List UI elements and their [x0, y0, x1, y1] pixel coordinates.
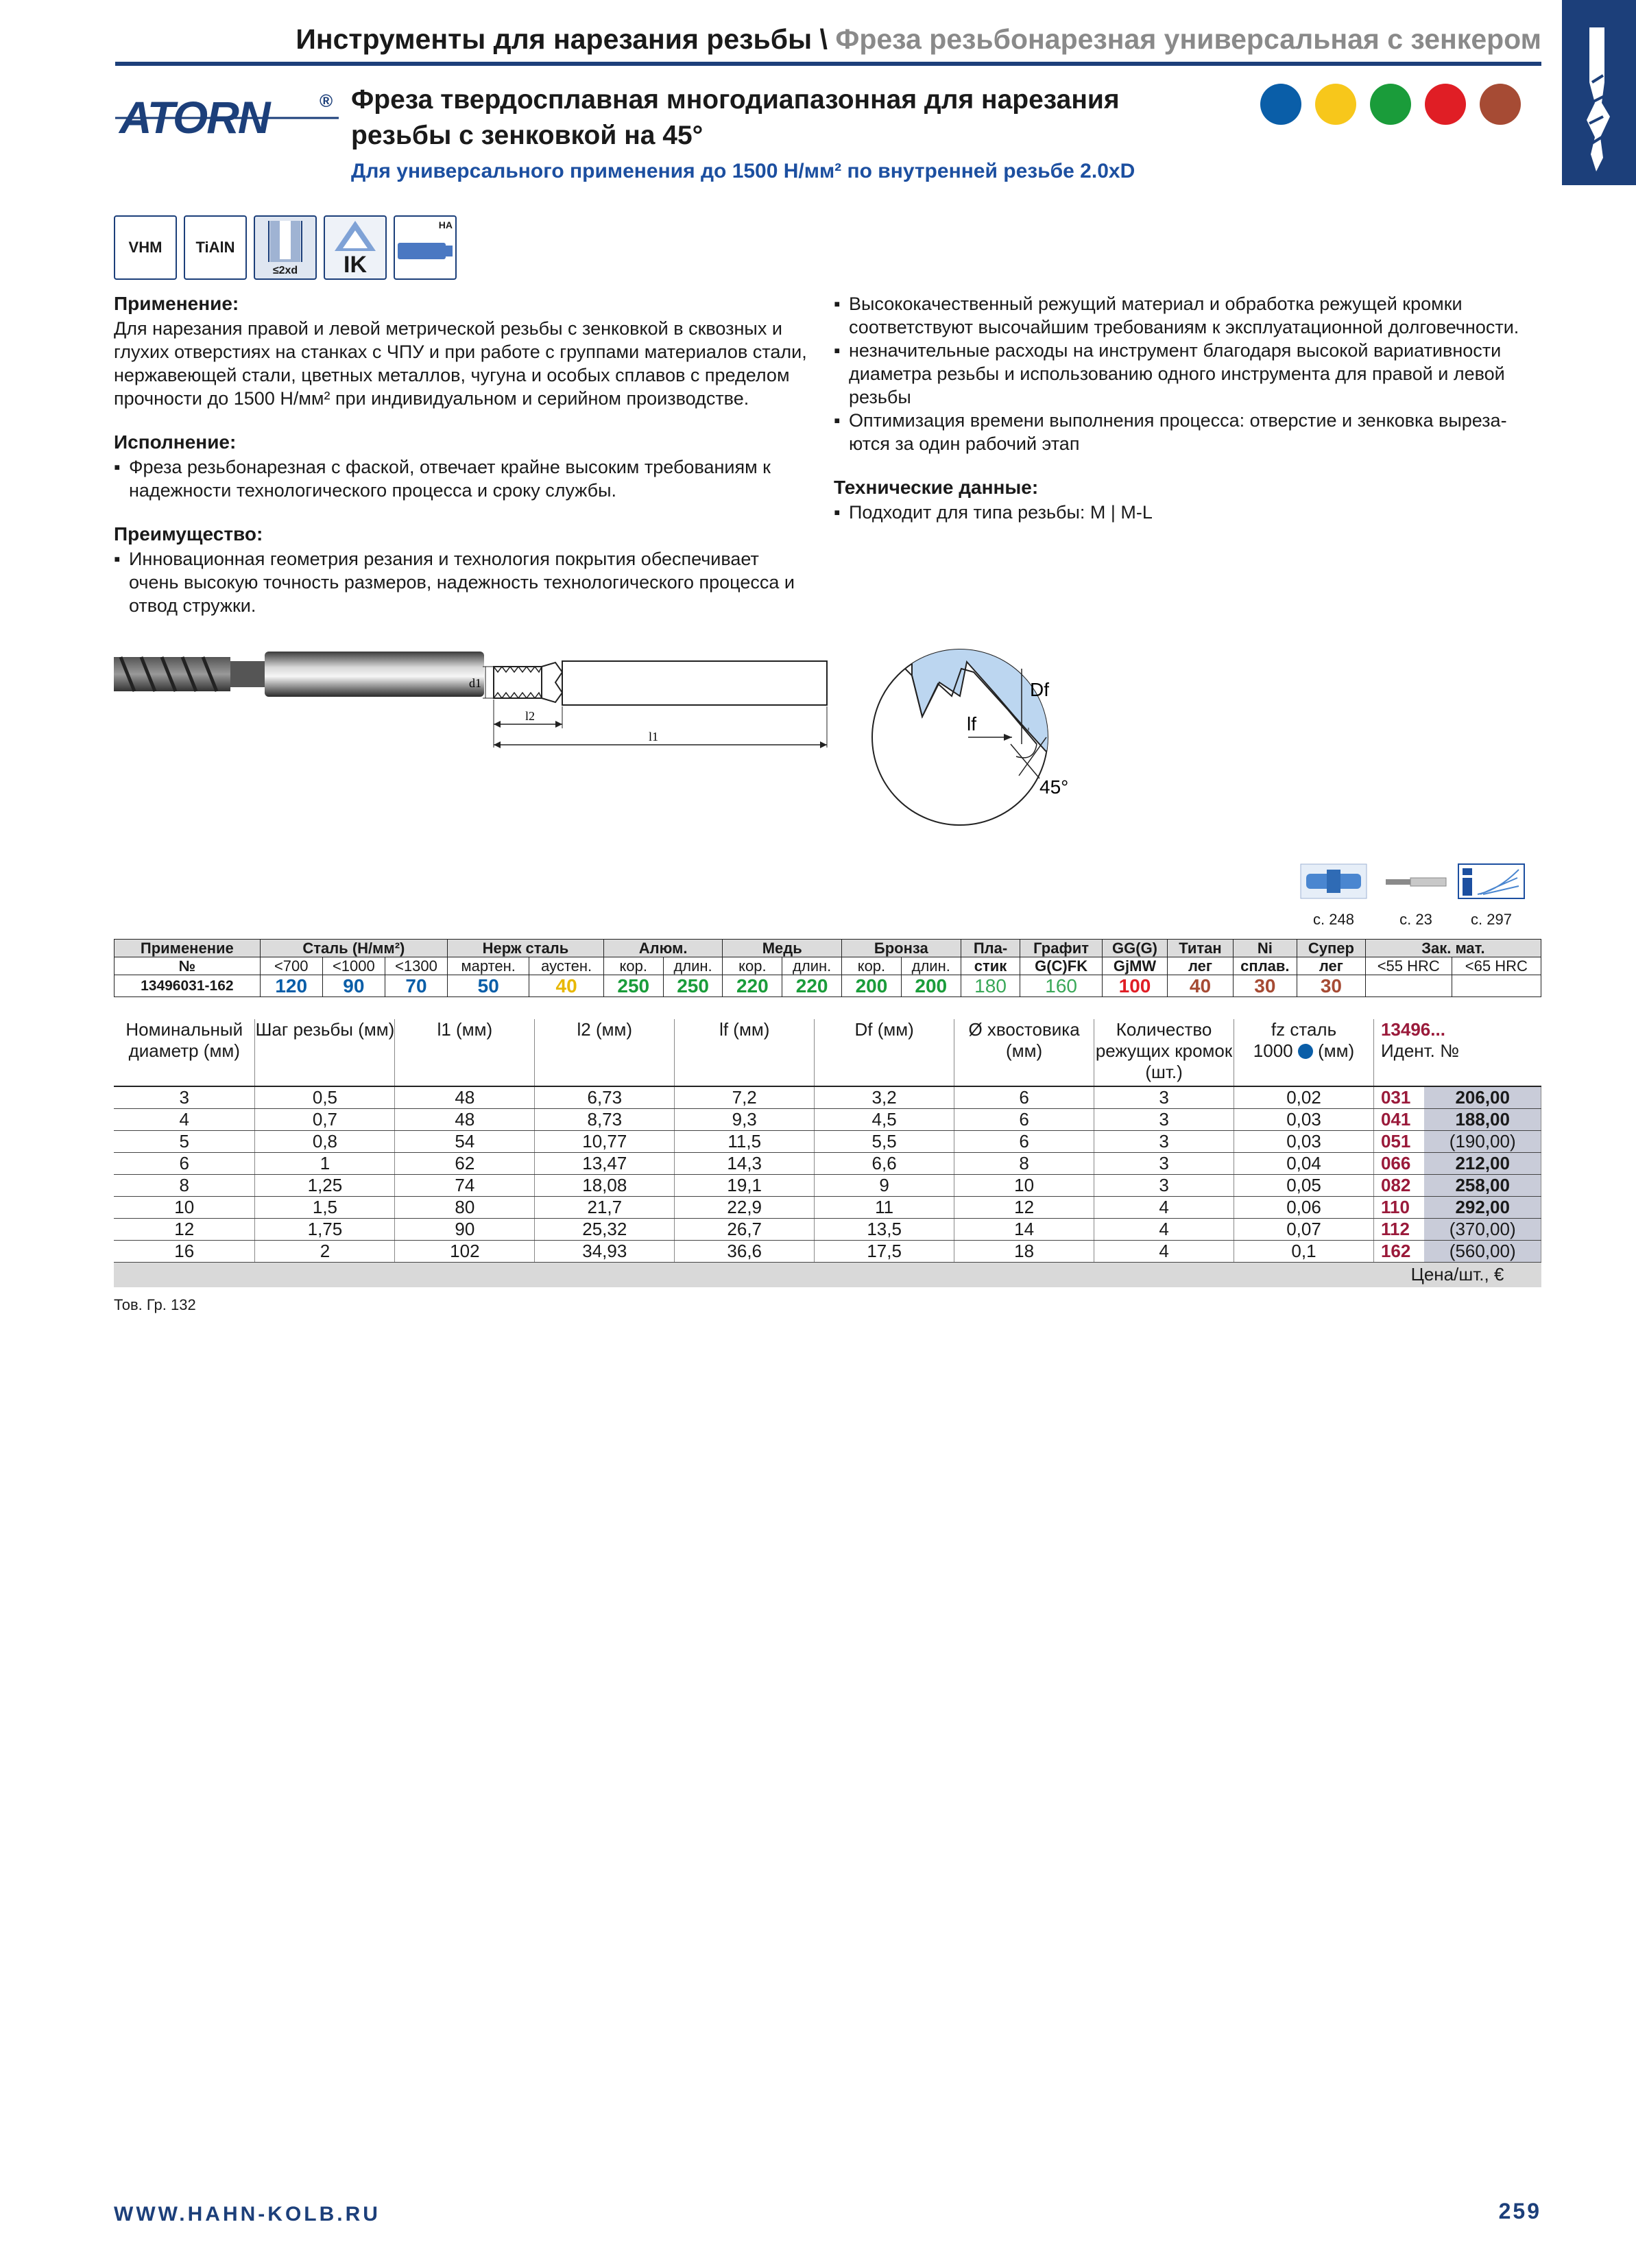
feature-icons — [114, 215, 457, 281]
spec-footer-blank — [114, 1263, 1373, 1287]
spec-cell-sh: 14 — [954, 1219, 1094, 1241]
product-title — [351, 82, 1242, 154]
atorn-logo — [114, 85, 340, 147]
spec-cell-l2: 10,77 — [535, 1131, 675, 1153]
d1-label: d1 — [469, 676, 481, 690]
ident-no-label: Идент. № — [1380, 1040, 1460, 1061]
drill-icon — [1562, 0, 1636, 185]
article-code[interactable]: 112 — [1373, 1219, 1424, 1241]
spec-h-shank: Ø хвостовика (мм) — [954, 1019, 1094, 1086]
spec-h-l2: l2 (мм) — [535, 1019, 675, 1086]
table-row[interactable] — [114, 1109, 1541, 1131]
footer-url[interactable]: WWW.HAHN-KOLB.RU — [114, 2203, 381, 2225]
spec-cell-fz: 0,06 — [1234, 1197, 1374, 1219]
price-cell: 258,00 — [1424, 1175, 1541, 1197]
tool-icon — [1382, 863, 1450, 900]
spec-cell-d: 5 — [114, 1131, 255, 1153]
depth-icon — [254, 215, 317, 280]
spec-cell-d: 4 — [114, 1109, 255, 1131]
tech-data-bullet: ▪ Подходит для типа резьбы: M | M-L — [834, 501, 1543, 524]
holder-icon — [1299, 863, 1368, 900]
l2-label: l2 — [525, 709, 536, 723]
article-code[interactable]: 066 — [1373, 1153, 1424, 1175]
spec-cell-l2: 21,7 — [535, 1197, 675, 1219]
spec-cell-df: 17,5 — [815, 1241, 954, 1263]
spec-cell-z: 3 — [1094, 1086, 1234, 1109]
mat-col-bronze: Бронза — [842, 940, 961, 957]
spec-cell-sh: 18 — [954, 1241, 1094, 1263]
ref-holder-label: с. 248 — [1313, 911, 1354, 928]
price-cell: (560,00) — [1424, 1241, 1541, 1263]
spec-h-lf: lf (мм) — [675, 1019, 815, 1086]
df-label: Df — [1030, 679, 1049, 700]
fz-strength: 1000 — [1253, 1040, 1293, 1061]
table-row[interactable] — [114, 1241, 1541, 1263]
material-speed-value: 50 — [448, 975, 529, 997]
page-header — [115, 15, 1541, 63]
mat-col-super: Супер — [1297, 940, 1366, 957]
spec-cell-d: 10 — [114, 1197, 255, 1219]
material-speed-value: 40 — [1168, 975, 1233, 997]
code-prefix: 13496... — [1380, 1019, 1445, 1040]
table-row[interactable] — [114, 1131, 1541, 1153]
mat-sub-no: № — [115, 957, 261, 975]
material-speed-value: 200 — [901, 975, 961, 997]
spec-cell-p: 0,5 — [255, 1086, 395, 1109]
ref-info[interactable] — [1454, 863, 1529, 929]
right-text-column — [834, 292, 1543, 524]
spec-cell-df: 3,2 — [815, 1086, 954, 1109]
mat-sub-br-b: длин. — [901, 957, 961, 975]
spec-cell-l2: 13,47 — [535, 1153, 675, 1175]
tialn-icon — [184, 215, 247, 280]
brand-mark: ® — [320, 91, 333, 111]
material-article-range: 13496031-162 — [115, 975, 261, 997]
thread-profile-drawing — [857, 641, 1145, 847]
color-dot-green — [1370, 84, 1411, 125]
mat-sub-titan: лег — [1168, 957, 1233, 975]
material-speed-value: 220 — [723, 975, 782, 997]
mat-sub-graphite: G(C)FK — [1020, 957, 1102, 975]
spec-cell-sh: 12 — [954, 1197, 1094, 1219]
mat-col-steel: Сталь (Н/мм²) — [260, 940, 447, 957]
mat-sub-steel-b: <1000 — [322, 957, 385, 975]
material-speed-value: 220 — [782, 975, 842, 997]
spec-table — [114, 1019, 1541, 1287]
spec-cell-p: 0,7 — [255, 1109, 395, 1131]
spec-h-edges: Количество режущих кромок (шт.) — [1094, 1019, 1234, 1086]
mat-col-graphite: Графит — [1020, 940, 1102, 957]
spec-cell-d: 6 — [114, 1153, 255, 1175]
subsection-title: Фреза резьбонарезная универсальная с зенкером — [835, 23, 1541, 55]
spec-cell-sh: 10 — [954, 1175, 1094, 1197]
spec-cell-sh: 6 — [954, 1131, 1094, 1153]
mat-sub-plastic: стик — [961, 957, 1020, 975]
application-heading: Применение: — [114, 293, 239, 314]
material-speed-value: 250 — [663, 975, 723, 997]
execution-bullet: ▪ Фреза резьбонарезная с фаской, отвечает крайне высоким требованиям к надежности технологического процесса и сроку службы. — [114, 455, 813, 502]
mat-col-gg: GG(G) — [1102, 940, 1167, 957]
spec-cell-l1: 90 — [395, 1219, 535, 1241]
spec-h-nominal: Номинальный диаметр (мм) — [114, 1019, 255, 1086]
spec-cell-fz: 0,04 — [1234, 1153, 1374, 1175]
feature-bullet-1: ▪ Высококачественный режущий материал и обработка режущей кромки соответствуют высочайшим требованиям к эксплуатационной долговечности. — [834, 292, 1543, 339]
application-text: Для нарезания правой и левой метрической резьбы с зенковкой в сквозных и глухих отверстиях на станках с ЧПУ и при работе с группами материалов стали, нержавеющей стали, цветных металлов, чугуна и особых сплавов с пределом прочности до 1500 Н/мм² при индивидуальном и серийном производстве. — [114, 318, 807, 409]
mat-sub-stain-a: мартен. — [448, 957, 529, 975]
feature-bullet-3: ▪ Оптимизация времени выполнения процесса: отверстие и зенковка выреза-ются за один рабочий этап — [834, 409, 1543, 455]
article-code[interactable]: 110 — [1373, 1197, 1424, 1219]
spec-h-code — [1373, 1019, 1541, 1086]
spec-cell-l1: 48 — [395, 1109, 535, 1131]
spec-cell-lf: 36,6 — [675, 1241, 815, 1263]
mat-sub-hard-b: <65 HRC — [1452, 957, 1541, 975]
spec-cell-fz: 0,03 — [1234, 1109, 1374, 1131]
article-code[interactable]: 162 — [1373, 1241, 1424, 1263]
spec-cell-lf: 11,5 — [675, 1131, 815, 1153]
color-dot-red — [1425, 84, 1466, 125]
tech-data-heading: Технические данные: — [834, 477, 1039, 498]
spec-footer-row — [114, 1263, 1541, 1287]
feature-bullet-2: ▪ незначительные расходы на инструмент благодаря высокой вариативности диаметра резьбы и использованию одного инструмента для правой и левой резьбы — [834, 339, 1543, 409]
spec-cell-sh: 8 — [954, 1153, 1094, 1175]
spec-cell-lf: 26,7 — [675, 1219, 815, 1241]
spec-h-l1: l1 (мм) — [395, 1019, 535, 1086]
mat-col-alu: Алюм. — [603, 940, 723, 957]
execution-heading: Исполнение: — [114, 431, 237, 453]
spec-cell-l1: 54 — [395, 1131, 535, 1153]
mat-sub-steel-a: <700 — [260, 957, 322, 975]
ref-holder[interactable] — [1296, 863, 1371, 929]
fz-label: fz сталь — [1271, 1019, 1337, 1040]
spec-cell-p: 1,75 — [255, 1219, 395, 1241]
spec-cell-fz: 0,1 — [1234, 1241, 1374, 1263]
color-dot-blue — [1260, 84, 1301, 125]
table-row[interactable] — [114, 1175, 1541, 1197]
lf-label: lf — [967, 713, 976, 735]
spec-cell-sh: 6 — [954, 1086, 1094, 1109]
blue-dot-icon — [1298, 1044, 1313, 1059]
mat-sub-cu-b: длин. — [782, 957, 842, 975]
spec-cell-z: 4 — [1094, 1197, 1234, 1219]
page-references — [1296, 863, 1536, 931]
ref-tool[interactable] — [1378, 863, 1454, 929]
material-speed-value — [1452, 975, 1541, 997]
side-tab[interactable] — [1562, 0, 1636, 185]
material-subheader-row — [115, 957, 1541, 975]
material-speed-value: 160 — [1020, 975, 1102, 997]
spec-cell-p: 1,25 — [255, 1175, 395, 1197]
spec-cell-l1: 48 — [395, 1086, 535, 1109]
spec-cell-l2: 8,73 — [535, 1109, 675, 1131]
spec-cell-l2: 34,93 — [535, 1241, 675, 1263]
article-code[interactable]: 082 — [1373, 1175, 1424, 1197]
spec-cell-l2: 25,32 — [535, 1219, 675, 1241]
spec-cell-p: 2 — [255, 1241, 395, 1263]
spec-cell-fz: 0,05 — [1234, 1175, 1374, 1197]
internal-coolant-icon — [324, 215, 387, 280]
mat-sub-ni: сплав. — [1233, 957, 1297, 975]
spec-cell-fz: 0,07 — [1234, 1219, 1374, 1241]
depth-label: ≤2xd — [272, 265, 298, 276]
ref-tool-label: с. 23 — [1399, 911, 1432, 928]
mat-col-hardened: Зак. мат. — [1365, 940, 1541, 957]
spec-cell-l2: 6,73 — [535, 1086, 675, 1109]
product-title-line1: Фреза твердосплавная многодиапазонная для нарезания — [351, 85, 1120, 115]
spec-h-df: Df (мм) — [815, 1019, 954, 1086]
spec-h-fz — [1234, 1019, 1374, 1086]
mat-sub-steel-c: <1300 — [385, 957, 447, 975]
spec-cell-l1: 102 — [395, 1241, 535, 1263]
mat-col-ni: Ni — [1233, 940, 1297, 957]
material-speed-value: 180 — [961, 975, 1020, 997]
spec-cell-df: 9 — [815, 1175, 954, 1197]
spec-cell-lf: 19,1 — [675, 1175, 815, 1197]
material-header-row — [115, 940, 1541, 957]
spec-cell-z: 3 — [1094, 1175, 1234, 1197]
spec-h-pitch: Шаг резьбы (мм) — [255, 1019, 395, 1086]
advantage-bullet: ▪ Инновационная геометрия резания и технология покрытия обеспечивает очень высокую точность размеров, надежность технологического процесса и отвод стружки. — [114, 547, 813, 617]
table-row[interactable] — [114, 1197, 1541, 1219]
spec-cell-df: 4,5 — [815, 1109, 954, 1131]
angle-label: 45° — [1039, 776, 1069, 798]
spec-cell-df: 13,5 — [815, 1219, 954, 1241]
price-cell: 212,00 — [1424, 1153, 1541, 1175]
vhm-label: VHM — [128, 239, 163, 256]
mat-sub-alu-a: кор. — [603, 957, 663, 975]
ha-label: HA — [438, 219, 453, 230]
mat-sub-alu-b: длин. — [663, 957, 723, 975]
vhm-icon — [114, 215, 177, 280]
product-title-line2: резьбы с зенковкой на 45° — [351, 121, 703, 150]
spec-cell-d: 16 — [114, 1241, 255, 1263]
spec-body — [114, 1086, 1541, 1263]
material-speed-value: 90 — [322, 975, 385, 997]
info-icon — [1457, 863, 1526, 900]
tool-photo — [114, 647, 484, 701]
table-row[interactable] — [114, 1219, 1541, 1241]
mat-col-application: Применение — [115, 940, 261, 957]
color-dot-brown — [1480, 84, 1521, 125]
spec-cell-lf: 7,2 — [675, 1086, 815, 1109]
price-cell: 292,00 — [1424, 1197, 1541, 1219]
material-speed-value: 120 — [260, 975, 322, 997]
spec-cell-d: 3 — [114, 1086, 255, 1109]
spec-cell-l1: 74 — [395, 1175, 535, 1197]
mat-sub-stain-b: аустен. — [529, 957, 603, 975]
material-speed-value — [1365, 975, 1452, 997]
spec-cell-z: 3 — [1094, 1131, 1234, 1153]
spec-cell-df: 5,5 — [815, 1131, 954, 1153]
spec-cell-df: 11 — [815, 1197, 954, 1219]
material-speed-value: 100 — [1102, 975, 1167, 997]
material-values-row — [115, 975, 1541, 997]
product-subtitle: Для универсального применения до 1500 Н/мм² по внутренней резьбе 2.0xD — [351, 160, 1135, 182]
price-cell: (370,00) — [1424, 1219, 1541, 1241]
material-speed-value: 30 — [1233, 975, 1297, 997]
price-cell: 188,00 — [1424, 1109, 1541, 1131]
mat-sub-cu-a: кор. — [723, 957, 782, 975]
tool-dimension-drawing — [469, 631, 830, 754]
product-group: Тов. Гр. 132 — [114, 1296, 196, 1313]
spec-cell-sh: 6 — [954, 1109, 1094, 1131]
spec-cell-p: 1,5 — [255, 1197, 395, 1219]
mat-col-plastic: Пла- — [961, 940, 1020, 957]
article-code[interactable]: 041 — [1373, 1109, 1424, 1131]
spec-cell-fz: 0,03 — [1234, 1131, 1374, 1153]
spec-cell-z: 4 — [1094, 1241, 1234, 1263]
material-speed-value: 30 — [1297, 975, 1366, 997]
mat-col-titan: Титан — [1168, 940, 1233, 957]
spec-cell-p: 1 — [255, 1153, 395, 1175]
material-color-dots — [1260, 84, 1535, 128]
mat-col-stainless: Нерж сталь — [448, 940, 604, 957]
article-code[interactable]: 051 — [1373, 1131, 1424, 1153]
table-row[interactable] — [114, 1086, 1541, 1109]
advantage-heading: Преимущество: — [114, 523, 263, 545]
material-table — [114, 939, 1541, 997]
mat-sub-hard-a: <55 HRC — [1365, 957, 1452, 975]
mat-col-copper: Медь — [723, 940, 842, 957]
spec-cell-lf: 22,9 — [675, 1197, 815, 1219]
ref-info-label: с. 297 — [1471, 911, 1512, 928]
brand-name: ATORN — [119, 92, 269, 143]
spec-cell-l2: 18,08 — [535, 1175, 675, 1197]
material-speed-value: 250 — [603, 975, 663, 997]
price-cell: 206,00 — [1424, 1086, 1541, 1109]
material-speed-value: 40 — [529, 975, 603, 997]
page-number: 259 — [1498, 2199, 1541, 2223]
spec-header-row — [114, 1019, 1541, 1086]
spec-cell-fz: 0,02 — [1234, 1086, 1374, 1109]
spec-cell-d: 12 — [114, 1219, 255, 1241]
section-title: Инструменты для нарезания резьбы — [296, 23, 813, 55]
tialn-label: TiAlN — [195, 239, 235, 256]
left-text-column — [114, 292, 813, 617]
spec-cell-z: 3 — [1094, 1153, 1234, 1175]
spec-cell-lf: 9,3 — [675, 1109, 815, 1131]
header-separator: \ — [819, 23, 828, 55]
price-cell: (190,00) — [1424, 1131, 1541, 1153]
spec-cell-df: 6,6 — [815, 1153, 954, 1175]
spec-cell-z: 3 — [1094, 1109, 1234, 1131]
mat-sub-super: лег — [1297, 957, 1366, 975]
mat-sub-gg: GjMW — [1102, 957, 1167, 975]
shank-ha-icon — [394, 215, 457, 280]
spec-cell-l1: 62 — [395, 1153, 535, 1175]
header-rule — [115, 62, 1541, 66]
spec-cell-lf: 14,3 — [675, 1153, 815, 1175]
article-code[interactable]: 031 — [1373, 1086, 1424, 1109]
spec-cell-l1: 80 — [395, 1197, 535, 1219]
color-dot-yellow — [1315, 84, 1356, 125]
spec-cell-p: 0,8 — [255, 1131, 395, 1153]
l1-label: l1 — [649, 730, 659, 743]
spec-cell-z: 4 — [1094, 1219, 1234, 1241]
mat-sub-br-a: кор. — [842, 957, 902, 975]
material-speed-value: 200 — [842, 975, 902, 997]
spec-cell-d: 8 — [114, 1175, 255, 1197]
price-unit-label: Цена/шт., € — [1373, 1263, 1541, 1287]
ik-label: IK — [344, 252, 367, 278]
fz-units — [1234, 1040, 1373, 1062]
table-row[interactable] — [114, 1153, 1541, 1175]
material-speed-value: 70 — [385, 975, 447, 997]
fz-unit: (мм) — [1318, 1040, 1355, 1061]
